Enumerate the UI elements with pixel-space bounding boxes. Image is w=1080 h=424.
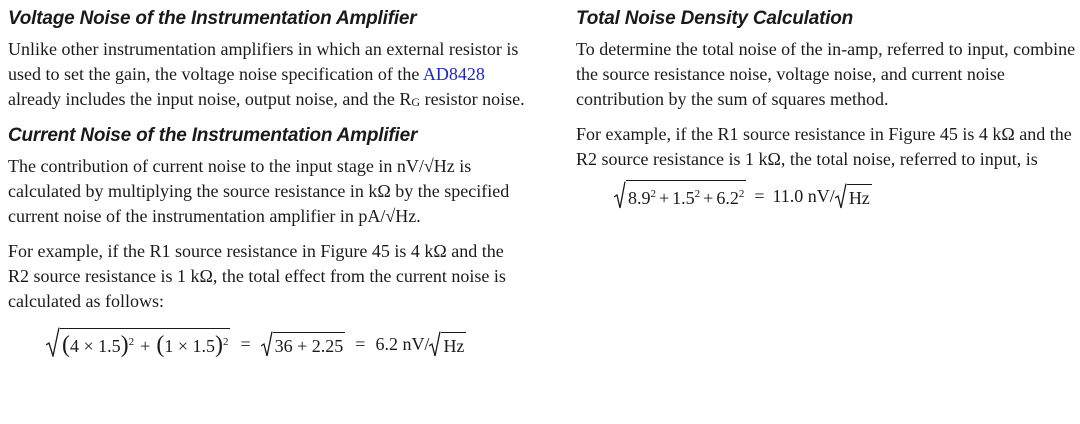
left-column xyxy=(8,8,528,357)
voltage-noise-paragraph xyxy=(8,37,528,115)
voltage-text-2: already includes the input noise, output noise, and the R xyxy=(8,89,412,109)
eq-term-1: 4 × 1.5 xyxy=(70,336,121,356)
eq-total-unit: Hz xyxy=(847,184,872,209)
eq-term-c: 6.2 xyxy=(716,188,739,208)
voltage-noise-heading: Voltage Noise of the Instrumentation Amplifier xyxy=(8,8,417,29)
right-column xyxy=(576,8,1076,209)
voltage-text-3: resistor noise. xyxy=(420,89,525,109)
sqrt-symbol-4: $8.9^2 + 1.5^2 + 6.2^2$ xyxy=(614,180,746,209)
rg-subscript: G xyxy=(411,95,421,109)
eq-mid: 36 + 2.25 xyxy=(273,332,346,357)
eq-unit: Hz xyxy=(441,332,466,357)
total-noise-paragraph-2: For example, if the R1 source resistance in Figure 45 is 4 kΩ and the R2 source resistance is 1 kΩ, the total noise, referred to input, is xyxy=(576,124,1072,169)
current-noise-paragraph-1: The contribution of current noise to the input stage in nV/√Hz is calculated by multiplying the source resistance in kΩ by the specified current noise of the instrumentation amplifier in pA/√Hz. xyxy=(8,156,510,226)
eq-term-a: 8.9 xyxy=(628,188,651,208)
eq-term-b: 1.5 xyxy=(672,188,695,208)
ad8428-link[interactable]: AD8428 xyxy=(422,64,485,84)
total-noise-heading: Total Noise Density Calculation xyxy=(576,8,854,29)
current-noise-equation: $(4 \times 1.5)^2 + (1 \times 1.5)^2$ = 36 + 2.25 = 6.2 nV/ Hz xyxy=(8,327,528,357)
sqrt-symbol-1: $(4 \times 1.5)^2 + (1 \times 1.5)^2$ xyxy=(46,327,230,357)
eq-total-result: 11.0 nV/ xyxy=(772,186,835,206)
eq-term-2: 1 × 1.5 xyxy=(164,336,215,356)
sqrt-symbol-3 xyxy=(429,331,466,357)
sqrt-symbol-5 xyxy=(835,183,872,209)
voltage-text-1: Unlike other instrumentation amplifiers in which an external resistor is used to set the gain, the voltage noise specification of the xyxy=(8,39,519,84)
current-noise-heading: Current Noise of the Instrumentation Amplifier xyxy=(8,125,418,146)
total-noise-paragraph-1: To determine the total noise of the in-amp, referred to input, combine the source resistance noise, voltage noise, and current noise contribution by the sum of squares method. xyxy=(576,39,1076,109)
total-noise-equation: $8.9^2 + 1.5^2 + 6.2^2$ = 11.0 nV/ Hz xyxy=(576,180,1076,209)
eq-result: 6.2 nV/ xyxy=(375,334,430,354)
sqrt-symbol-2 xyxy=(261,331,346,357)
current-noise-paragraph-2: For example, if the R1 source resistance in Figure 45 is 4 kΩ and the R2 source resistance is 1 kΩ, the total effect from the current noise is calculated as follows: xyxy=(8,241,506,311)
